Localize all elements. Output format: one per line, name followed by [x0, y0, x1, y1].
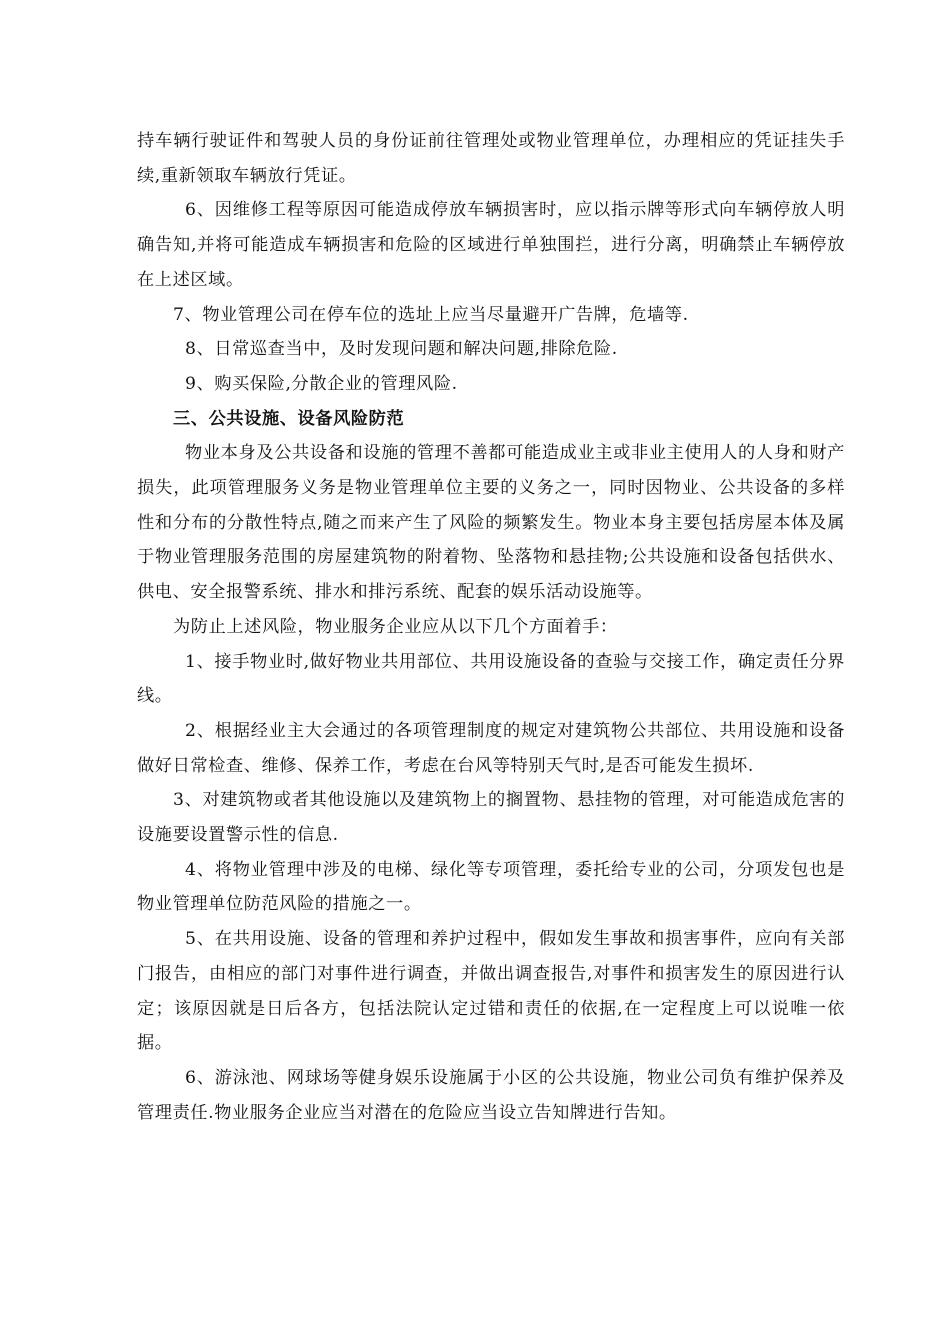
paragraph-item-9: 9、购买保险,分散企业的管理风险. — [185, 373, 458, 394]
paragraph-item-6: 6、因维修工程等原因可能造成停放车辆损害时，应以指示牌等形式向车辆停放人明确告知,并将可能造成车辆损害和危险的区域进行单独围拦，进行分离，明确禁止车辆停放在上述区域。 — [137, 200, 845, 290]
paragraph-step-1: 1、接手物业时,做好物业共用部位、共用设施设备的查验与交接工作，确定责任分界线。 — [137, 651, 845, 707]
paragraph-continuation: 持车辆行驶证件和驾驶人员的身份证前往管理处或物业管理单位，办理相应的凭证挂失手续,重新领取车辆放行凭证。 — [137, 131, 845, 186]
paragraph-lead: 为防止上述风险，物业服务企业应从以下几个方面着手： — [173, 616, 618, 637]
paragraph-item-7: 7、物业管理公司在停车位的选址上应当尽量避开广告牌，危墙等. — [173, 304, 689, 325]
paragraph-step-6: 6、游泳池、网球场等健身娱乐设施属于小区的公共设施，物业公司负有维护保养及管理责任.物业服务企业应当对潜在的危险应当设立告知牌进行告知。 — [137, 1067, 845, 1123]
paragraph-step-5: 5、在共用设施、设备的管理和养护过程中，假如发生事故和损害事件，应向有关部门报告，由相应的部门对事件进行调查，并做出调查报告,对事件和损害发生的原因进行认定；该原因就是日后各方，包括法院认定过错和责任的依据,在一定程度上可以说唯一依据。 — [137, 929, 845, 1054]
document-body — [137, 124, 845, 1130]
paragraph-intro: 物业本身及公共设备和设施的管理不善都可能造成业主或非业主使用人的人身和财产损失，此项管理服务义务是物业管理单位主要的义务之一，同时因物业、公共设备的多样性和分布的分散性特点,随之而来产生了风险的频繁发生。物业本身主要包括房屋本体及属于物业管理服务范围的房屋建筑物的附着物、坠落物和悬挂物;公共设施和设备包括供水、供电、安全报警系统、排水和排污系统、配套的娱乐活动设施等。 — [137, 443, 845, 603]
paragraph-step-3: 3、对建筑物或者其他设施以及建筑物上的搁置物、悬挂物的管理，对可能造成危害的设施要设置警示性的信息. — [137, 790, 845, 846]
section-heading: 三、公共设施、设备风险防范 — [173, 408, 405, 429]
paragraph-item-8: 8、日常巡查当中，及时发现问题和解决问题,排除危险. — [185, 339, 618, 360]
paragraph-step-2: 2、根据经业主大会通过的各项管理制度的规定对建筑物公共部位、共用设施和设备做好日常检查、维修、保养工作，考虑在台风等特别天气时,是否可能发生损坏. — [137, 720, 845, 776]
paragraph-step-4: 4、将物业管理中涉及的电梯、绿化等专项管理，委托给专业的公司，分项发包也是物业管理单位防范风险的措施之一。 — [137, 859, 845, 915]
